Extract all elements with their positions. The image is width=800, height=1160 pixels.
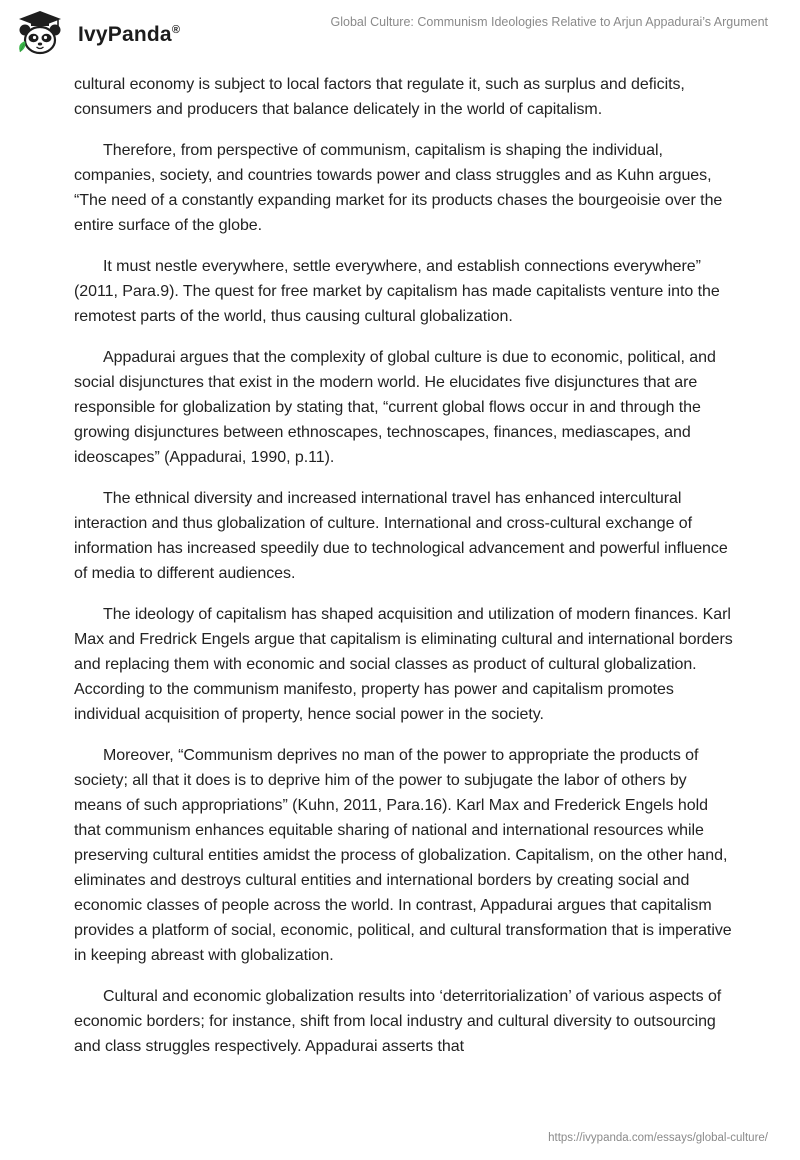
essay-body <box>74 72 734 1075</box>
paragraph: cultural economy is subject to local factors that regulate it, such as surplus and deficits, consumers and producers that balance delicately in the world of capitalism. <box>74 76 685 118</box>
paragraph: Appadurai argues that the complexity of global culture is due to economic, political, and social disjunctures that exist in the modern world. He elucidates five disjunctures that are responsible for globalization by stating that, “current global flows occur in and through the growing disjunctures between ethnoscapes, technoscapes, finances, mediascapes, and ideoscapes” (Appadurai, 1990, p.11). <box>74 349 716 466</box>
document-title: Global Culture: Communism Ideologies Relative to Arjun Appadurai’s Argument <box>330 15 768 29</box>
paragraph: Cultural and economic globalization results into ‘deterritorialization’ of various aspects of economic borders; for instance, shift from local industry and cultural diversity to outsourcing and class struggles respectively. Appadurai asserts that <box>74 988 722 1055</box>
paragraph: The ethnical diversity and increased international travel has enhanced intercultural interaction and thus globalization of culture. International and cross-cultural exchange of information has increased speedily due to technological advancement and powerful influence of media to different audiences. <box>74 490 728 582</box>
paragraph: Therefore, from perspective of communism, capitalism is shaping the individual, companies, society, and countries towards power and class struggles and as Kuhn argues, “The need of a constantly expanding market for its products chases the bourgeoisie over the entire surface of the globe. <box>74 142 723 234</box>
brand-name: IvyPanda® <box>78 23 181 46</box>
panda-mascot-icon <box>14 8 66 60</box>
page-header <box>0 0 800 70</box>
source-url[interactable]: https://ivypanda.com/essays/global-culture/ <box>548 1132 768 1144</box>
paragraph: The ideology of capitalism has shaped acquisition and utilization of modern finances. Karl Max and Fredrick Engels argue that capitalism is eliminating cultural and international borders and replacing them with economic and social classes as product of cultural globalization. According to the communism manifesto, property has power and capitalism promotes individual acquisition of property, hence social power in the society. <box>74 606 733 723</box>
paragraph: Moreover, “Communism deprives no man of the power to appropriate the products of society; all that it does is to deprive him of the power to subjugate the labor of others by means of such appropriations” (Kuhn, 2011, Para.16). Karl Max and Frederick Engels hold that communism enhances equitable sharing of national and international resources while preserving cultural entities amidst the process of globalization. Capitalism, on the other hand, eliminates and destroys cultural entities and international borders by creating social and economic classes of people across the world. In contrast, Appadurai argues that capitalism provides a platform of social, economic, political, and cultural transformation that is imperative in keeping abreast with globalization. <box>74 747 732 964</box>
ivypanda-logo[interactable] <box>14 8 214 58</box>
paragraph: It must nestle everywhere, settle everywhere, and establish connections everywhere” (2011, Para.9). The quest for free market by capitalism has made capitalists venture into the remotest parts of the world, thus causing cultural globalization. <box>74 258 720 325</box>
